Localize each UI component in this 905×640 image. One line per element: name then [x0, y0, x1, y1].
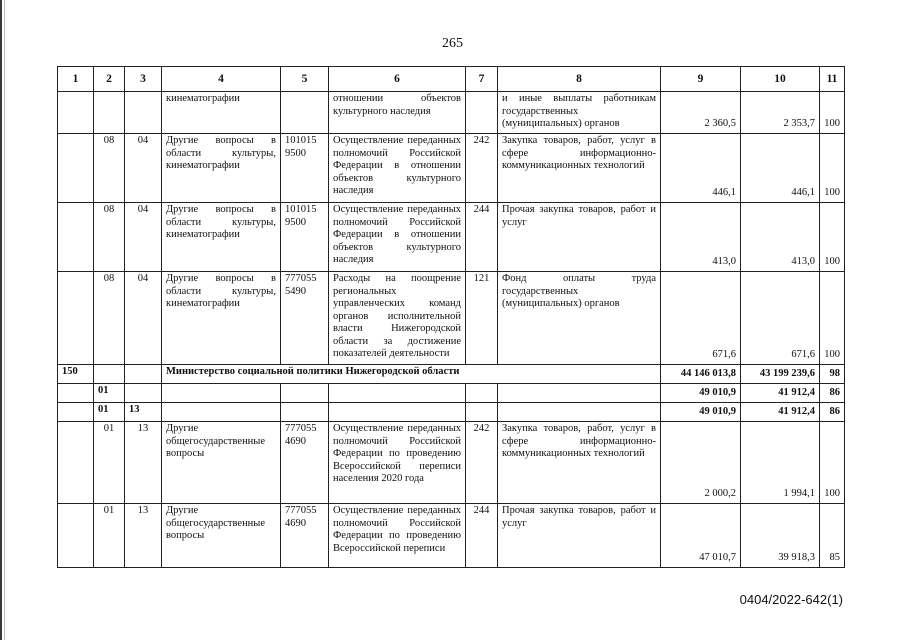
cell-c5 [281, 384, 329, 403]
table-row [58, 504, 845, 568]
cell-c8 [498, 403, 661, 422]
col-header-3: 3 [125, 67, 162, 92]
cell-c3 [125, 92, 162, 134]
cell-c2: 08 [94, 134, 125, 203]
cell-c2: 01 [94, 422, 125, 504]
cell-c5: 777055 5490 [281, 272, 329, 365]
cell-c3: 04 [125, 134, 162, 203]
cell-c3: 13 [125, 403, 162, 422]
cell-c9: 413,0 [661, 203, 741, 272]
cell-c2 [94, 92, 125, 134]
cell-c1 [58, 272, 94, 365]
cell-c11: 100 [820, 203, 845, 272]
cell-c2 [94, 365, 125, 384]
cell-c1: 150 [58, 365, 94, 384]
cell-c10: 446,1 [741, 134, 820, 203]
cell-c7: 242 [466, 422, 498, 504]
table-row [58, 92, 845, 134]
cell-c2: 08 [94, 203, 125, 272]
document-code: 0404/2022-642(1) [739, 592, 843, 607]
cell-c2: 01 [94, 504, 125, 568]
col-header-5: 5 [281, 67, 329, 92]
cell-c1 [58, 92, 94, 134]
cell-c9: 2 360,5 [661, 92, 741, 134]
cell-c7 [466, 403, 498, 422]
cell-c11: 86 [820, 384, 845, 403]
cell-c1 [58, 384, 94, 403]
cell-c6: Осуществление переданных полномочий Российской Федерации в отношении объектов культурного наследия [329, 203, 466, 272]
cell-c1 [58, 203, 94, 272]
cell-c5 [281, 92, 329, 134]
cell-c6 [329, 403, 466, 422]
col-header-4: 4 [162, 67, 281, 92]
cell-c1 [58, 422, 94, 504]
cell-c11: 100 [820, 134, 845, 203]
ministry-name: Министерство социальной политики Нижегородской области [162, 365, 661, 384]
cell-c3: 13 [125, 504, 162, 568]
col-header-10: 10 [741, 67, 820, 92]
cell-c4 [162, 384, 281, 403]
cell-c9: 671,6 [661, 272, 741, 365]
budget-table [57, 66, 845, 568]
cell-c7: 242 [466, 134, 498, 203]
cell-c4: Другие общегосударственные вопросы [162, 422, 281, 504]
table-row [58, 272, 845, 365]
cell-c11: 86 [820, 403, 845, 422]
col-header-11: 11 [820, 67, 845, 92]
cell-c10: 41 912,4 [741, 384, 820, 403]
cell-c10: 2 353,7 [741, 92, 820, 134]
cell-c10: 41 912,4 [741, 403, 820, 422]
cell-c6: Расходы на поощрение региональных управленческих команд органов исполнительной власти Нижегородской области за достижение показателей деятельности [329, 272, 466, 365]
cell-c7: 121 [466, 272, 498, 365]
cell-c3 [125, 365, 162, 384]
cell-c9: 446,1 [661, 134, 741, 203]
cell-c8: Фонд оплаты труда государственных (муниципальных) органов [498, 272, 661, 365]
cell-c8: Закупка товаров, работ, услуг в сфере информационно-коммуникационных технологий [498, 422, 661, 504]
cell-c8: и иные выплаты работникам государственных (муниципальных) органов [498, 92, 661, 134]
cell-c6: Осуществление переданных полномочий Российской Федерации по проведению Всероссийской переписи населения 2020 года [329, 422, 466, 504]
cell-c5: 101015 9500 [281, 134, 329, 203]
cell-c3: 04 [125, 203, 162, 272]
cell-c3: 13 [125, 422, 162, 504]
cell-c6 [329, 384, 466, 403]
col-header-2: 2 [94, 67, 125, 92]
cell-c10: 413,0 [741, 203, 820, 272]
cell-c7 [466, 92, 498, 134]
col-header-1: 1 [58, 67, 94, 92]
cell-c4: Другие вопросы в области культуры, кинематографии [162, 272, 281, 365]
cell-c7: 244 [466, 504, 498, 568]
cell-c9: 47 010,7 [661, 504, 741, 568]
page-edge-rule [0, 0, 2, 640]
cell-c11: 100 [820, 92, 845, 134]
cell-c10: 39 918,3 [741, 504, 820, 568]
cell-c9: 49 010,9 [661, 384, 741, 403]
cell-c3: 04 [125, 272, 162, 365]
cell-c5: 777055 4690 [281, 422, 329, 504]
cell-c5: 101015 9500 [281, 203, 329, 272]
cell-c5 [281, 403, 329, 422]
cell-c3 [125, 384, 162, 403]
cell-c9: 44 146 013,8 [661, 365, 741, 384]
cell-c8: Закупка товаров, работ, услуг в сфере информационно-коммуникационных технологий [498, 134, 661, 203]
col-header-6: 6 [329, 67, 466, 92]
cell-c2: 01 [94, 384, 125, 403]
cell-c1 [58, 403, 94, 422]
cell-c11: 100 [820, 272, 845, 365]
page-edge-rule-thin [4, 0, 5, 640]
cell-c4 [162, 403, 281, 422]
cell-c10: 671,6 [741, 272, 820, 365]
subsection-row [58, 403, 845, 422]
cell-c9: 49 010,9 [661, 403, 741, 422]
cell-c8: Прочая закупка товаров, работ и услуг [498, 504, 661, 568]
cell-c10: 1 994,1 [741, 422, 820, 504]
header-row [58, 67, 845, 92]
col-header-7: 7 [466, 67, 498, 92]
cell-c8: Прочая закупка товаров, работ и услуг [498, 203, 661, 272]
cell-c2: 08 [94, 272, 125, 365]
cell-c5: 777055 4690 [281, 504, 329, 568]
cell-c9: 2 000,2 [661, 422, 741, 504]
cell-c6: Осуществление переданных полномочий Российской Федерации в отношении объектов культурного наследия [329, 134, 466, 203]
cell-c4: Другие вопросы в области культуры, кинематографии [162, 134, 281, 203]
cell-c7 [466, 384, 498, 403]
cell-c11: 100 [820, 422, 845, 504]
cell-c8 [498, 384, 661, 403]
cell-c1 [58, 504, 94, 568]
col-header-8: 8 [498, 67, 661, 92]
ministry-row [58, 365, 845, 384]
table-row [58, 422, 845, 504]
cell-c11: 85 [820, 504, 845, 568]
cell-c6: Осуществление переданных полномочий Российской Федерации по проведению Всероссийской переписи [329, 504, 466, 568]
cell-c4: кинематографии [162, 92, 281, 134]
cell-c11: 98 [820, 365, 845, 384]
cell-c1 [58, 134, 94, 203]
cell-c6: отношении объектов культурного наследия [329, 92, 466, 134]
page-number: 265 [442, 36, 463, 51]
cell-c10: 43 199 239,6 [741, 365, 820, 384]
section-row [58, 384, 845, 403]
table-row [58, 203, 845, 272]
cell-c4: Другие общегосударственные вопросы [162, 504, 281, 568]
col-header-9: 9 [661, 67, 741, 92]
cell-c7: 244 [466, 203, 498, 272]
cell-c4: Другие вопросы в области культуры, кинематографии [162, 203, 281, 272]
cell-c2: 01 [94, 403, 125, 422]
table-row [58, 134, 845, 203]
